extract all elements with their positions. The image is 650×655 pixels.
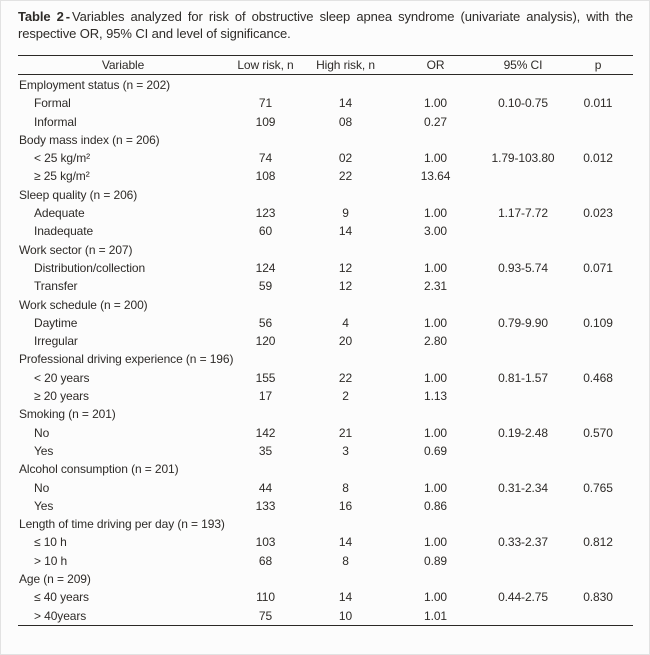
- cell-or: 1.00: [424, 370, 447, 385]
- cell-ci: [483, 277, 563, 295]
- table-group-row: [18, 75, 633, 95]
- cell-low: 155: [255, 370, 276, 385]
- cell-ci: [483, 113, 563, 131]
- cell-p: [563, 277, 633, 295]
- cell-low: 56: [258, 315, 273, 330]
- cell-or: 1.00: [424, 206, 447, 221]
- cell-low: 60: [258, 224, 273, 239]
- row-label: ≥ 20 years: [34, 389, 89, 404]
- cell-low: 44: [258, 480, 273, 495]
- table-group-row: [18, 460, 633, 478]
- row-label: No: [34, 425, 50, 440]
- row-label: Informal: [34, 114, 77, 129]
- cell-high: 3: [342, 443, 349, 458]
- table-row: [18, 332, 633, 350]
- cell-high: 8: [342, 553, 349, 568]
- cell-or: 0.69: [424, 443, 447, 458]
- row-label: Yes: [34, 443, 54, 458]
- cell-or: 1.00: [424, 535, 447, 550]
- cell-high: 4: [342, 315, 349, 330]
- table-row: [18, 259, 633, 277]
- cell-high: 20: [338, 334, 353, 349]
- group-label: Professional driving experience (n = 196): [19, 352, 234, 367]
- table-group-row: [18, 296, 633, 314]
- cell-low: 74: [258, 151, 273, 166]
- cell-low: 123: [255, 206, 276, 221]
- table-caption-separator: -: [65, 9, 71, 24]
- cell-low: 109: [255, 114, 276, 129]
- group-label: Employment status (n = 202): [19, 78, 171, 92]
- table-row: [18, 424, 633, 442]
- cell-p: 0.012: [583, 151, 613, 166]
- cell-high: 22: [338, 370, 353, 385]
- cell-low: 108: [255, 169, 276, 184]
- cell-ci: [483, 332, 563, 350]
- cell-ci: 0.81-1.57: [498, 370, 548, 385]
- cell-ci: [483, 222, 563, 240]
- cell-ci: 0.10-0.75: [498, 96, 548, 111]
- cell-low: 133: [255, 498, 276, 513]
- table-header: [18, 56, 633, 75]
- cell-high: 16: [338, 498, 353, 513]
- row-label: Distribution/collection: [34, 260, 146, 275]
- cell-p: 0.765: [583, 480, 613, 495]
- table-caption-text: Variables analyzed for risk of obstructive sleep apnea syndrome (univariate analysis), with the respective OR, 95% CI and level of significance.: [18, 9, 633, 41]
- cell-or: 1.00: [424, 96, 447, 111]
- row-label: Formal: [34, 96, 71, 111]
- col-header-variable: Variable: [101, 58, 145, 72]
- cell-p: [563, 552, 633, 570]
- table-row: [18, 222, 633, 240]
- cell-p: 0.011: [583, 96, 613, 111]
- cell-p: 0.830: [583, 590, 613, 605]
- cell-or: 0.86: [424, 498, 447, 513]
- row-label: Inadequate: [34, 224, 94, 239]
- cell-low: 68: [258, 553, 273, 568]
- cell-p: 0.570: [583, 425, 613, 440]
- cell-high: 12: [338, 279, 353, 294]
- cell-ci: [483, 552, 563, 570]
- cell-high: 14: [338, 224, 353, 239]
- cell-low: 71: [258, 96, 273, 111]
- cell-or: 1.13: [424, 389, 447, 404]
- group-label: Body mass index (n = 206): [19, 132, 160, 147]
- table-row: [18, 497, 633, 515]
- group-label: Alcohol consumption (n = 201): [19, 462, 179, 477]
- cell-ci: 0.31-2.34: [498, 480, 548, 495]
- table-header-row: [18, 56, 633, 75]
- table-group-row: [18, 186, 633, 204]
- row-label: > 10 h: [34, 553, 68, 568]
- cell-low: 59: [258, 279, 273, 294]
- table-group-row: [18, 241, 633, 259]
- col-header-or: OR: [426, 58, 445, 72]
- table-row: [18, 442, 633, 460]
- cell-ci: 0.79-9.90: [498, 315, 548, 330]
- table-row: [18, 552, 633, 570]
- cell-high: 22: [338, 169, 353, 184]
- cell-p: [563, 607, 633, 626]
- table-row: [18, 314, 633, 332]
- cell-high: 10: [338, 608, 353, 623]
- table-row: [18, 533, 633, 551]
- table-group-row: [18, 350, 633, 368]
- cell-p: [563, 167, 633, 185]
- cell-high: 14: [338, 96, 353, 111]
- table-row: [18, 113, 633, 131]
- cell-p: 0.023: [583, 206, 613, 221]
- row-label: Yes: [34, 498, 54, 513]
- cell-high: 2: [342, 389, 349, 404]
- table-row: [18, 479, 633, 497]
- cell-low: 75: [258, 608, 273, 623]
- cell-low: 17: [258, 389, 273, 404]
- col-header-95ci: 95% CI: [503, 58, 543, 72]
- univariate-analysis-table: [18, 55, 633, 626]
- table-row: [18, 167, 633, 185]
- cell-ci: [483, 607, 563, 626]
- cell-ci: 0.93-5.74: [498, 260, 548, 275]
- row-label: ≤ 40 years: [34, 590, 89, 605]
- cell-or: 1.00: [424, 425, 447, 440]
- table-row: [18, 607, 633, 626]
- group-label: Work sector (n = 207): [19, 242, 133, 257]
- table-row: [18, 277, 633, 295]
- table-group-row: [18, 405, 633, 423]
- table-body: [18, 75, 633, 626]
- cell-low: 124: [255, 260, 276, 275]
- row-label: < 20 years: [34, 370, 90, 385]
- table-row: [18, 588, 633, 606]
- cell-p: 0.071: [583, 260, 613, 275]
- cell-or: 1.00: [424, 260, 447, 275]
- cell-or: 1.00: [424, 590, 447, 605]
- cell-or: 1.00: [424, 315, 447, 330]
- row-label: Adequate: [34, 206, 85, 221]
- cell-ci: 1.17-7.72: [498, 206, 548, 221]
- cell-ci: [483, 497, 563, 515]
- row-label: ≥ 25 kg/m²: [34, 169, 90, 184]
- table-row: [18, 369, 633, 387]
- table-caption-label: Table 2: [18, 9, 64, 24]
- col-header-high-risk: High risk, n: [316, 58, 375, 72]
- cell-ci: 0.33-2.37: [498, 535, 548, 550]
- cell-low: 142: [255, 425, 276, 440]
- table-group-row: [18, 515, 633, 533]
- cell-high: 21: [338, 425, 353, 440]
- cell-ci: [483, 442, 563, 460]
- table-row: [18, 387, 633, 405]
- cell-ci: 1.79-103.80: [491, 151, 555, 166]
- group-label: Smoking (n = 201): [19, 407, 116, 422]
- cell-p: 0.468: [583, 370, 613, 385]
- table-caption: [18, 9, 633, 42]
- cell-or: 0.27: [424, 114, 447, 129]
- col-header-p: p: [594, 58, 602, 72]
- cell-low: 120: [255, 334, 276, 349]
- cell-or: 1.00: [424, 480, 447, 495]
- cell-ci: [483, 387, 563, 405]
- cell-high: 14: [338, 535, 353, 550]
- row-label: Daytime: [34, 315, 78, 330]
- cell-high: 08: [338, 114, 353, 129]
- cell-p: [563, 113, 633, 131]
- cell-ci: 0.44-2.75: [498, 590, 548, 605]
- cell-high: 14: [338, 590, 353, 605]
- cell-high: 8: [342, 480, 349, 495]
- row-label: > 40years: [34, 608, 87, 623]
- row-label: No: [34, 480, 50, 495]
- cell-low: 110: [256, 590, 275, 605]
- cell-p: [563, 497, 633, 515]
- row-label: Transfer: [34, 279, 78, 294]
- table-row: [18, 204, 633, 222]
- cell-p: 0.109: [583, 315, 613, 330]
- cell-ci: [483, 167, 563, 185]
- cell-or: 0.89: [424, 553, 447, 568]
- cell-high: 12: [338, 260, 353, 275]
- col-header-low-risk: Low risk, n: [237, 58, 294, 72]
- cell-or: 2.80: [424, 334, 447, 349]
- table-group-row: [18, 570, 633, 588]
- cell-or: 1.00: [424, 151, 447, 166]
- group-label: Work schedule (n = 200): [19, 297, 148, 312]
- cell-low: 103: [255, 535, 276, 550]
- cell-or: 1.01: [424, 608, 447, 623]
- cell-or: 2.31: [424, 279, 447, 294]
- cell-high: 02: [338, 151, 353, 166]
- table-group-row: [18, 131, 633, 149]
- row-label: Irregular: [34, 334, 78, 349]
- cell-p: [563, 387, 633, 405]
- cell-or: 13.64: [420, 169, 451, 184]
- cell-p: [563, 442, 633, 460]
- cell-low: 35: [258, 443, 273, 458]
- table-row: [18, 149, 633, 167]
- cell-or: 3.00: [424, 224, 447, 239]
- group-label: Length of time driving per day (n = 193): [19, 517, 225, 532]
- cell-p: [563, 332, 633, 350]
- cell-ci: 0.19-2.48: [498, 425, 548, 440]
- cell-high: 9: [342, 206, 349, 221]
- table-row: [18, 94, 633, 112]
- group-label: Age (n = 209): [19, 572, 91, 587]
- cell-p: [563, 222, 633, 240]
- row-label: ≤ 10 h: [34, 535, 67, 550]
- row-label: < 25 kg/m²: [34, 151, 91, 166]
- cell-p: 0.812: [583, 535, 613, 550]
- group-label: Sleep quality (n = 206): [19, 187, 138, 202]
